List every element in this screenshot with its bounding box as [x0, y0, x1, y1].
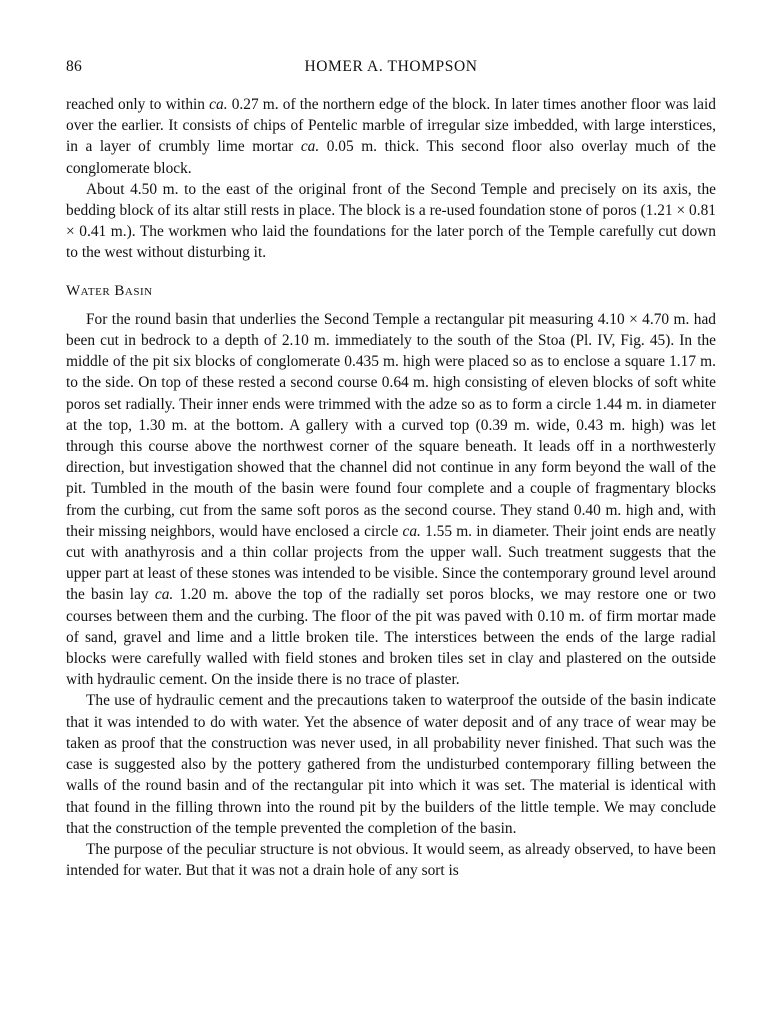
paragraph-hydraulic-cement: The use of hydraulic cement and the precautions taken to waterproof the outside of the basin indicate that it was intended to do with water. Yet the absence of water deposit and of any trace of wear may be taken as proof that the construction was never used, in all probability never finished. That such was the case is suggested also by the pottery gathered from the undisturbed contemporary filling between the walls of the round basin and of the rectangular pit into which it was set. The material is identical with that found in the filling thrown into the round pit by the builders of the little temple. We may conclude that the construction of the temple prevented the completion of the basin.: [66, 692, 716, 837]
running-head: [66, 58, 716, 80]
paragraph-altar: About 4.50 m. to the east of the original front of the Second Temple and precisely on its axis, the bedding block of its altar still rests in place. The block is a re-used foundation stone of poros (1.21 × 0.81 × 0.41 m.). The workmen who laid the foundations for the later porch of the Temple carefully cut down to the west without disturbing it.: [66, 180, 716, 262]
paragraph-continued: reached only to within ca. 0.27 m. of the northern edge of the block. In later times another floor was laid over the earlier. It consists of chips of Pentelic marble of irregular size imbedded, with large interstices, in a layer of crumbly lime mortar ca. 0.05 m. thick. This second floor also overlay much of the conglomerate block.: [66, 96, 716, 177]
page: [66, 58, 716, 881]
paragraph-basin-description: For the round basin that underlies the Second Temple a rectangular pit measuring 4.10 × 4.70 m. had been cut in bedrock to a depth of 2.10 m. immediately to the south of the Stoa (Pl. IV, Fig. 45). In the middle of the pit six blocks of conglomerate 0.435 m. high were placed so as to enclose a square 1.17 m. to the side. On top of these rested a second course 0.64 m. high consisting of eleven blocks of soft white poros set radially. Their inner ends were trimmed with the adze so as to form a circle 1.44 m. in diameter at the top, 1.30 m. at the bottom. A gallery with a curved top (0.39 m. wide, 0.43 m. high) was let through this course above the northwest corner of the square beneath. It leads off in a northwesterly direction, but investigation showed that the channel did not continue in any form beyond the wall of the pit. Tumbled in the mouth of the basin were found four complete and a couple of fragmentary blocks from the curbing, cut from the same soft poros as the second course. They stand 0.40 m. high and, with their missing neighbors, would have enclosed a circle ca. 1.55 m. in diameter. Their joint ends are neatly cut with anathyrosis and a thin collar projects from the upper wall. Such treatment suggests that the upper part at least of these stones was intended to be visible. Since the contemporary ground level around the basin lay ca. 1.20 m. above the top of the radially set poros blocks, we may restore one or two courses between them and the curbing. The floor of the pit was paved with 0.10 m. of firm mortar made of sand, gravel and lime and a little broken tile. The interstices between the ends of the large radial blocks were carefully walled with field stones and broken tiles set in clay and plastered on the outside with hydraulic cement. On the inside there is no trace of plaster.: [66, 310, 717, 689]
paragraph-purpose: The purpose of the peculiar structure is not obvious. It would seem, as already observed, to have been intended for water. But that it was not a drain hole of any sort is: [66, 840, 716, 880]
page-number: 86: [66, 58, 83, 75]
section-heading: Water Basin: [66, 282, 153, 299]
running-title: HOMER A. THOMPSON: [304, 58, 478, 75]
body-text: [66, 94, 716, 881]
